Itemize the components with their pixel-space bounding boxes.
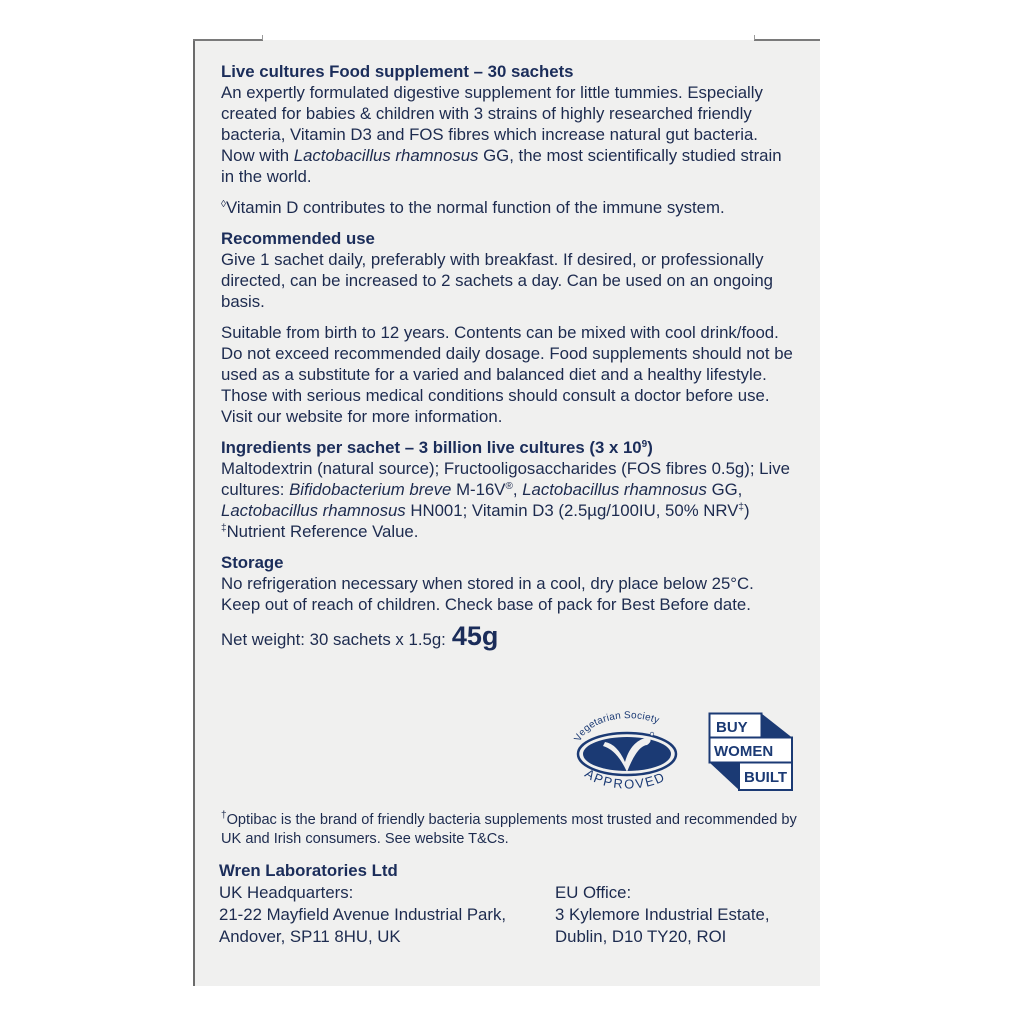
product-intro [221, 82, 796, 187]
ingredients-section [221, 437, 796, 542]
registered-mark: ® [505, 481, 513, 492]
intro-text-end: GG, the most scientifically studied strain in the world. [221, 146, 782, 186]
recommended-use-text: Give 1 sachet daily, preferably with breakfast. If desired, or professionally directed, can be increased to 2 sachets a day. Can be used on an ongoing basis. [221, 250, 773, 311]
separator: , [512, 480, 523, 499]
fold-line-top-right [754, 39, 820, 41]
footnote-text: Optibac is the brand of friendly bacteria supplements most trusted and recommended by UK and Irish consumers. See website T&Cs. [221, 812, 797, 847]
nrv-marker: ‡ [221, 523, 227, 534]
eu-label: EU Office: [555, 883, 632, 902]
uk-address [219, 882, 555, 948]
strain-1-code: M-16V [451, 480, 506, 499]
storage-heading: Storage [221, 553, 284, 572]
bwb-line-1: BUY [716, 719, 748, 736]
product-description [221, 61, 796, 187]
product-title: Live cultures Food supplement – 30 sachets [221, 62, 574, 81]
bwb-line-3: BUILT [744, 769, 788, 786]
fold-line-top-left [193, 39, 263, 41]
company-info [219, 860, 809, 948]
label-content [221, 61, 796, 650]
storage-section [221, 552, 796, 615]
vitamin-note-text: Vitamin D contributes to the normal function of the immune system. [225, 198, 725, 217]
certification-logos [565, 710, 805, 800]
company-name: Wren Laboratories Ltd [219, 861, 398, 880]
vitamin-d-note [221, 197, 796, 218]
strain-1: Bifidobacterium breve [289, 480, 452, 499]
eu-address [555, 882, 805, 948]
eu-line-2: Dublin, D10 TY20, ROI [555, 927, 727, 946]
ingredients-heading-close: ) [647, 438, 653, 457]
uk-line-1: 21-22 Mayfield Avenue Industrial Park, [219, 905, 507, 924]
ingredients-close: ) [743, 501, 750, 520]
strain-2-code: GG, [706, 480, 743, 499]
uk-label: UK Headquarters: [219, 883, 354, 902]
ingredients-part1: Maltodextrin (natural source); Fructooligosaccharides (FOS fibres 0.5g); Live cultures: [221, 459, 790, 499]
ingredients-heading [221, 437, 796, 458]
net-weight-label: Net weight: 30 sachets x 1.5g: [221, 630, 446, 649]
storage-text: No refrigeration necessary when stored in a cool, dry place below 25°C. Keep out of reach of children. Check base of pack for Best Before date. [221, 574, 754, 614]
strain-2: Lactobacillus rhamnosus [522, 480, 707, 499]
vegetarian-society-approved-logo [565, 710, 690, 795]
exponent: 9 [641, 439, 648, 450]
buy-women-built-logo [708, 712, 794, 792]
dagger-marker: † [221, 810, 227, 821]
uk-line-2: Andover, SP11 8HU, UK [219, 927, 401, 946]
net-weight [221, 621, 796, 651]
strain-3-code: HN001; Vitamin D3 (2.5µg/100IU, 50% NRV [405, 501, 739, 520]
ingredients-heading-text: Ingredients per sachet – 3 billion live cultures (3 x 10 [221, 438, 642, 457]
bwb-line-2: WOMEN [714, 743, 774, 760]
double-dagger-marker: ‡ [738, 502, 744, 513]
fold-tick-top-left [262, 35, 263, 40]
veg-logo-bottom-text: APPROVED [582, 765, 669, 792]
lozenge-marker: ◊ [221, 199, 226, 210]
brand-footnote [221, 811, 801, 849]
strain-3: Lactobacillus rhamnosus [221, 501, 406, 520]
eu-line-1: 3 Kylemore Industrial Estate, [555, 905, 770, 924]
recommended-use-heading: Recommended use [221, 229, 375, 248]
recommended-use-section [221, 228, 796, 312]
company-addresses [219, 882, 809, 948]
nrv-text: Nutrient Reference Value. [226, 522, 419, 541]
suitability-section [221, 322, 796, 427]
suitability-text: Suitable from birth to 12 years. Contents can be mixed with cool drink/food. Do not exceed recommended daily dosage. Food supplements should not be used as a substitute for a varied and balanced diet and a healthy lifestyle. Those with serious medical conditions should consult a doctor before use. Visit our website for more information. [221, 323, 793, 426]
net-weight-value: 45g [451, 621, 499, 651]
veg-logo-top-text: Vegetarian Society [572, 710, 661, 744]
fold-tick-top-right [754, 35, 755, 40]
ingredients-text [221, 458, 796, 542]
intro-text: An expertly formulated digestive supplement for little tummies. Especially created for babies & children with 3 strains of highly researched friendly bacteria, Vitamin D3 and FOS fibres which increase natural gut bacteria. Now with [221, 83, 763, 165]
intro-strain-italic: Lactobacillus rhamnosus [293, 146, 479, 165]
